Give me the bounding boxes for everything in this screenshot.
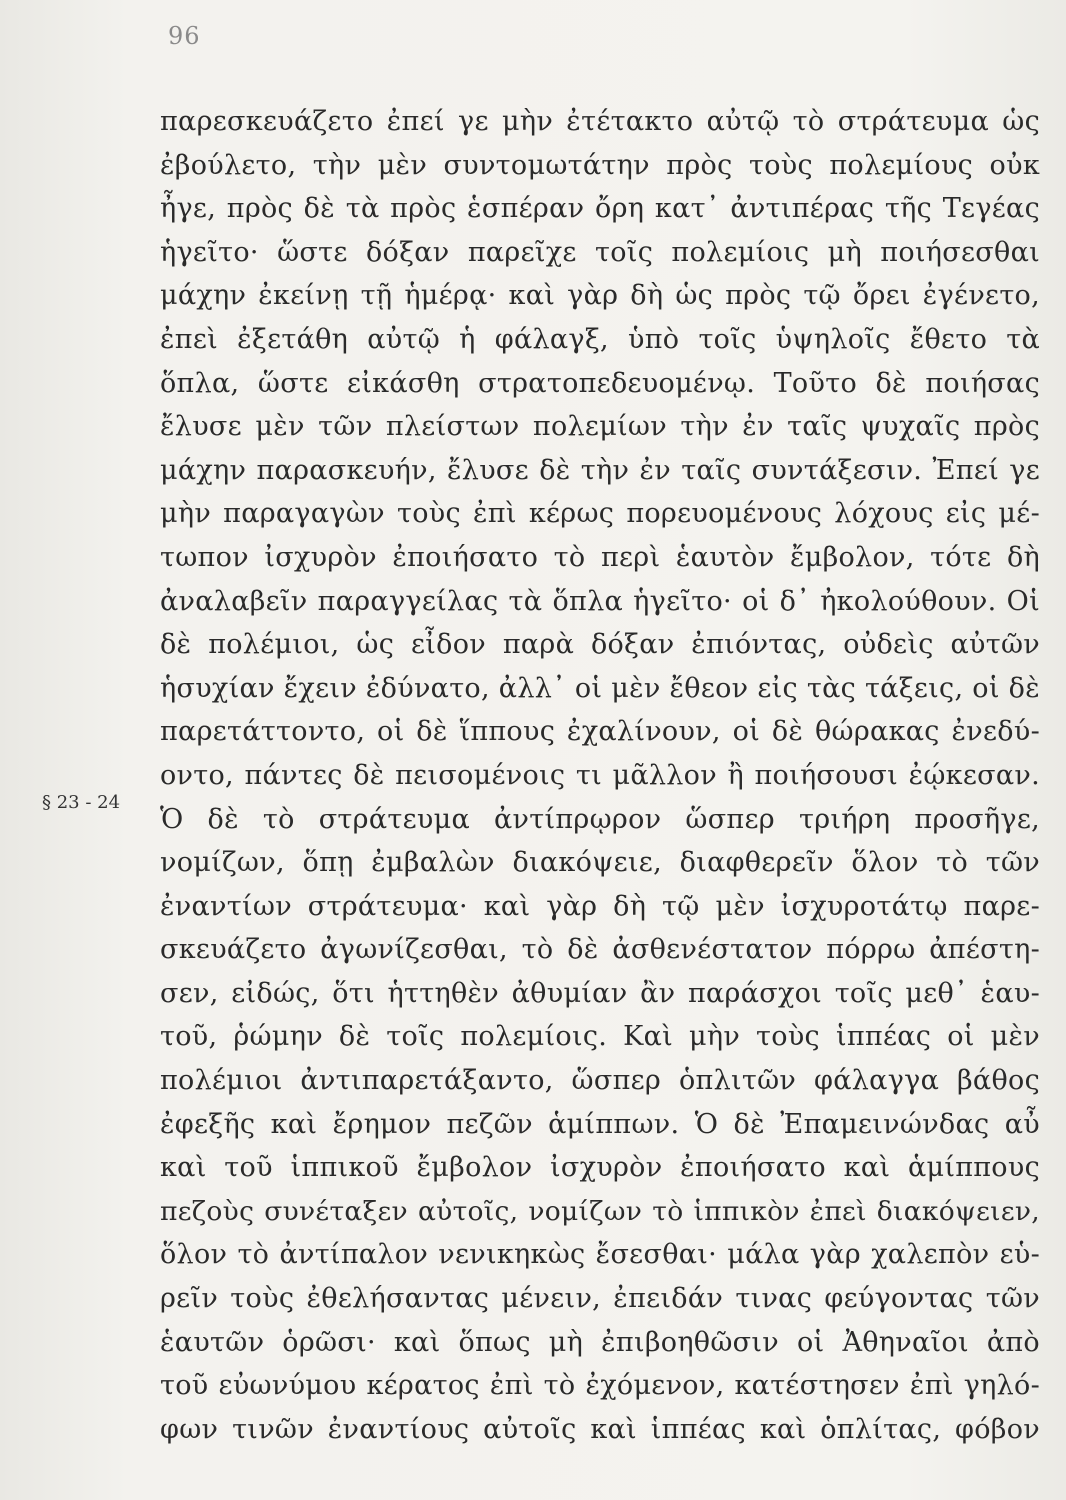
- text-line: ἑαυτῶν ὁρῶσι· καὶ ὅπως μὴ ἐπιβοηθῶσιν οἱ Ἀθηναῖοι ἀπὸ: [160, 1326, 1040, 1358]
- text-line: φων τινῶν ἐναντίους αὐτοῖς καὶ ἱππέας καὶ ὁπλίτας, φόβον: [160, 1413, 1040, 1445]
- section-margin-note: § 23 - 24: [42, 792, 121, 813]
- text-line: μάχην παρασκευήν, ἔλυσε δὲ τὴν ἐν ταῖς συντάξεσιν. Ἐπεί γε: [160, 454, 1040, 486]
- text-line: σκευάζετο ἀγωνίζεσθαι, τὸ δὲ ἀσθενέστατον πόρρω ἀπέστη-: [160, 934, 1040, 966]
- text-line: καὶ τοῦ ἱππικοῦ ἔμβολον ἰσχυρὸν ἐποιήσατο καὶ ἁμίππους: [160, 1152, 1040, 1184]
- text-line: τοῦ εὐωνύμου κέρατος ἐπὶ τὸ ἐχόμενον, κατέστησεν ἐπὶ γηλό-: [160, 1370, 1040, 1402]
- text-line: ἐβούλετο, τὴν μὲν συντομωτάτην πρὸς τοὺς πολεμίους οὐκ: [160, 149, 1040, 181]
- text-line: ἔλυσε μὲν τῶν πλείστων πολεμίων τὴν ἐν ταῖς ψυχαῖς πρὸς: [160, 411, 1040, 443]
- text-line: πολέμιοι ἀντιπαρετάξαντο, ὥσπερ ὁπλιτῶν φάλαγγα βάθος: [160, 1065, 1040, 1097]
- text-line: ἡσυχίαν ἔχειν ἐδύνατο, ἀλλ᾽ οἱ μὲν ἔθεον εἰς τὰς τάξεις, οἱ δὲ: [160, 672, 1040, 704]
- text-line: παρεσκευάζετο ἐπεί γε μὴν ἐτέτακτο αὐτῷ τὸ στράτευμα ὡς: [160, 106, 1040, 137]
- text-line: τωπον ἰσχυρὸν ἐποιήσατο τὸ περὶ ἑαυτὸν ἔμβολον, τότε δὴ: [160, 541, 1040, 573]
- text-line: ἡγεῖτο· ὥστε δόξαν παρεῖχε τοῖς πολεμίοις μὴ ποιήσεσθαι: [160, 236, 1040, 268]
- text-line: ἀναλαβεῖν παραγγείλας τὰ ὅπλα ἡγεῖτο· οἱ δ᾽ ἠκολούθουν. Οἱ: [160, 585, 1040, 617]
- text-line: ἐφεξῆς καὶ ἔρημον πεζῶν ἁμίππων. Ὁ δὲ Ἐπαμεινώνδας αὖ: [160, 1108, 1040, 1140]
- text-line: τοῦ, ῥώμην δὲ τοῖς πολεμίοις. Καὶ μὴν τοὺς ἱππέας οἱ μὲν: [160, 1021, 1040, 1053]
- text-line: ἐναντίων στράτευμα· καὶ γὰρ δὴ τῷ μὲν ἰσχυροτάτῳ παρε-: [160, 890, 1040, 922]
- text-line: δὲ πολέμιοι, ὡς εἶδον παρὰ δόξαν ἐπιόντας, οὐδεὶς αὐτῶν: [160, 629, 1040, 661]
- text-line: νομίζων, ὅπῃ ἐμβαλὼν διακόψειε, διαφθερεῖν ὅλον τὸ τῶν: [160, 847, 1040, 879]
- text-line: ἐπεὶ ἐξετάθη αὐτῷ ἡ φάλαγξ, ὑπὸ τοῖς ὑψηλοῖς ἔθετο τὰ: [160, 323, 1040, 355]
- text-line: ὅπλα, ὥστε εἰκάσθη στρατοπεδευομένῳ. Τοῦτο δὲ ποιήσας: [160, 367, 1040, 399]
- text-line: ὅλον τὸ ἀντίπαλον νενικηκὼς ἔσεσθαι· μάλα γὰρ χαλεπὸν εὑ-: [160, 1239, 1040, 1271]
- text-line: παρετάττοντο, οἱ δὲ ἵππους ἐχαλίνουν, οἱ δὲ θώρακας ἐνεδύ-: [160, 716, 1040, 748]
- text-line: ἦγε, πρὸς δὲ τὰ πρὸς ἑσπέραν ὄρη κατ᾽ ἀντιπέρας τῆς Τεγέας: [160, 193, 1040, 225]
- text-line: ρεῖν τοὺς ἐθελήσαντας μένειν, ἐπειδάν τινας φεύγοντας τῶν: [160, 1283, 1040, 1315]
- text-line: πεζοὺς συνέταξεν αὐτοῖς, νομίζων τὸ ἱππικὸν ἐπεὶ διακόψειεν,: [160, 1195, 1040, 1227]
- page-number: 96: [168, 22, 201, 50]
- text-line: μάχην ἐκείνῃ τῇ ἡμέρᾳ· καὶ γὰρ δὴ ὡς πρὸς τῷ ὄρει ἐγένετο,: [160, 280, 1040, 312]
- text-line: σεν, εἰδώς, ὅτι ἡττηθὲν ἀθυμίαν ἂν παράσχοι τοῖς μεθ᾽ ἑαυ-: [160, 977, 1040, 1009]
- text-line: μὴν παραγαγὼν τοὺς ἐπὶ κέρως πορευομένους λόχους εἰς μέ-: [160, 498, 1040, 530]
- body-text: [160, 100, 1040, 1451]
- text-line: Ὁ δὲ τὸ στράτευμα ἀντίπρῳρον ὥσπερ τριήρη προσῆγε,: [160, 803, 1040, 835]
- text-line: οντο, πάντες δὲ πεισομένοις τι μᾶλλον ἢ ποιήσουσι ἐῴκεσαν.: [160, 759, 1040, 791]
